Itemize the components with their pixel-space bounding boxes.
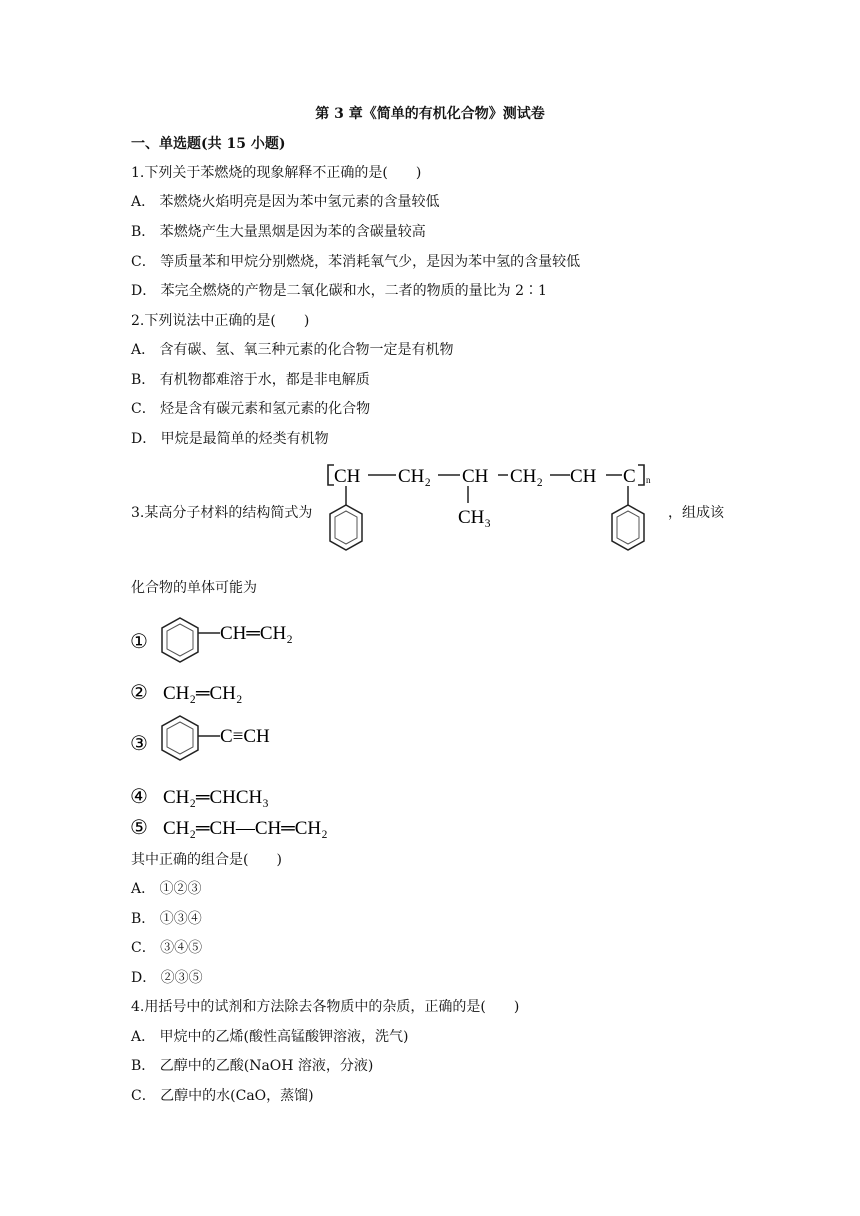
section-heading: 一、单选题(共 15 小题) xyxy=(131,136,286,152)
q2-option-c: C． 烃是含有碳元素和氢元素的化合物 xyxy=(131,401,371,417)
polymer-ch-2: CH xyxy=(462,466,489,487)
q4-stem: 4.用括号中的试剂和方法除去各物质中的杂质，正确的是( ) xyxy=(131,999,520,1015)
benzene-ring-icon xyxy=(162,716,198,760)
monomer-2 xyxy=(128,678,328,708)
q1-option-d: D． 苯完全燃烧的产物是二氧化碳和水，二者的物质的量比为 2∶1 xyxy=(131,283,547,299)
polymer-structure xyxy=(320,455,680,580)
monomer-1-formula: CH═CH₂ xyxy=(220,623,293,644)
polymer-methyl: CH₃ xyxy=(458,507,492,528)
q2-option-d: D． 甲烷是最简单的烃类有机物 xyxy=(131,431,329,447)
q3-option-d: D． ②③⑤ xyxy=(131,970,203,986)
monomer-1-number: ① xyxy=(130,631,148,653)
q3-option-c: C． ③④⑤ xyxy=(131,940,203,956)
q1-option-a: A． 苯燃烧火焰明亮是因为苯中氢元素的含量较低 xyxy=(131,194,440,210)
polymer-c: C xyxy=(623,466,636,487)
q3-option-b: B． ①③④ xyxy=(131,911,202,927)
monomer-3-formula: C≡CH xyxy=(220,726,270,747)
q2-option-b: B． 有机物都难溶于水，都是非电解质 xyxy=(131,372,370,388)
q3-stem-suffix: ，组成该 xyxy=(668,505,724,521)
monomer-5 xyxy=(128,813,388,843)
benzene-ring-icon xyxy=(162,618,198,662)
benzene-ring-icon xyxy=(330,505,362,550)
q4-option-a: A． 甲烷中的乙烯(酸性高锰酸钾溶液，洗气) xyxy=(131,1029,409,1045)
polymer-ch2-2: CH₂ xyxy=(510,466,544,487)
polymer-ch-1: CH xyxy=(334,466,361,487)
q2-option-a: A． 含有碳、氢、氧三种元素的化合物一定是有机物 xyxy=(131,342,454,358)
q1-stem: 1.下列关于苯燃烧的现象解释不正确的是( ) xyxy=(131,165,422,181)
q2-stem: 2.下列说法中正确的是( ) xyxy=(131,313,310,329)
monomer-3 xyxy=(128,710,328,776)
q4-option-b: B． 乙醇中的乙酸(NaOH 溶液，分液) xyxy=(131,1058,374,1074)
monomer-3-number: ③ xyxy=(130,733,148,755)
q3-option-a: A． ①②③ xyxy=(131,881,202,897)
polymer-subscript-n: n xyxy=(646,475,651,485)
q3-stem-prefix: 3.某高分子材料的结构简式为 xyxy=(131,505,313,521)
monomer-4-number: ④ xyxy=(130,786,148,808)
monomer-4 xyxy=(128,782,348,812)
q3-stem-continued: 化合物的单体可能为 xyxy=(131,580,257,596)
q4-option-c: C． 乙醇中的水(CaO，蒸馏) xyxy=(131,1088,314,1104)
monomer-1 xyxy=(128,610,328,672)
monomer-5-formula: CH₂═CH—CH═CH₂ xyxy=(163,818,328,839)
monomer-5-number: ⑤ xyxy=(130,817,148,839)
page-title: 第 3 章《简单的有机化合物》测试卷 xyxy=(315,106,545,122)
q1-option-c: C． 等质量苯和甲烷分别燃烧，苯消耗氧气少，是因为苯中氢的含量较低 xyxy=(131,254,581,270)
monomer-2-formula: CH₂═CH₂ xyxy=(163,683,243,704)
monomer-2-number: ② xyxy=(130,682,148,704)
monomer-4-formula: CH₂═CHCH₃ xyxy=(163,787,269,808)
polymer-ch-3: CH xyxy=(570,466,597,487)
polymer-ch2-1: CH₂ xyxy=(398,466,432,487)
q1-option-b: B． 苯燃烧产生大量黑烟是因为苯的含碳量较高 xyxy=(131,224,426,240)
benzene-ring-icon xyxy=(612,505,644,550)
q3-ask: 其中正确的组合是( ) xyxy=(131,852,282,868)
